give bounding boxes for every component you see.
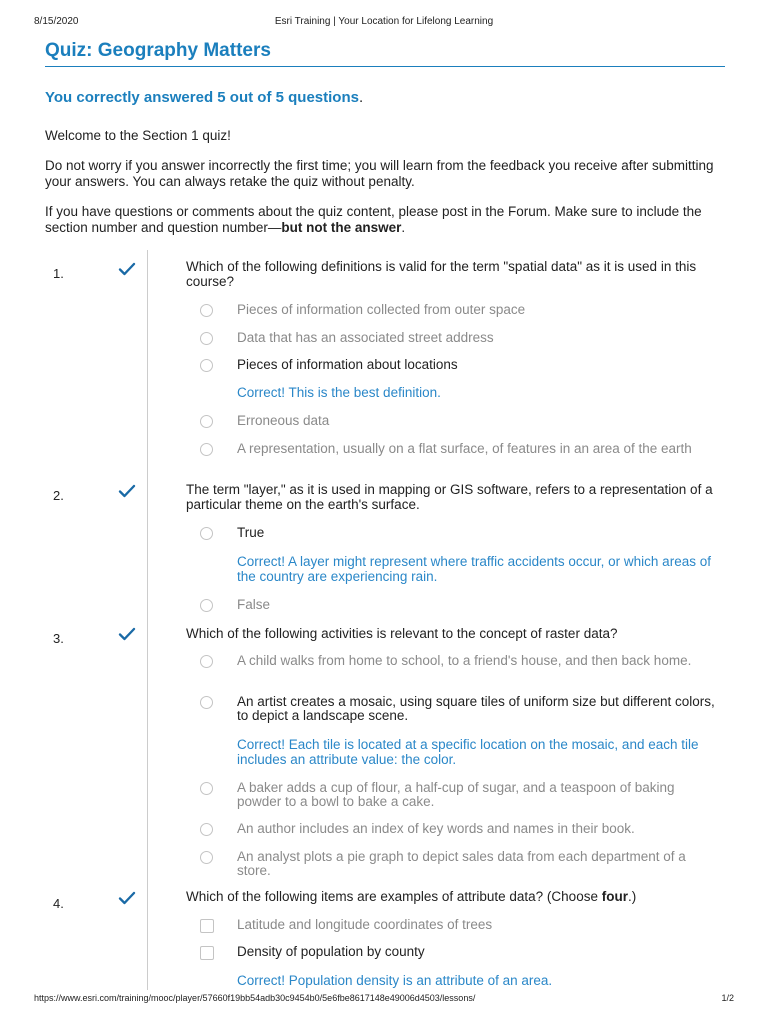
intro-forum-period: .: [401, 220, 406, 235]
answer-option-selected[interactable]: [200, 945, 720, 975]
answer-option[interactable]: [200, 414, 720, 444]
answer-option[interactable]: [200, 654, 720, 684]
answer-label: An analyst plots a pie graph to depict sales data from each department of a store.: [237, 849, 686, 878]
radio-button[interactable]: [200, 527, 213, 540]
checkbox[interactable]: [200, 919, 214, 933]
question-number: 2.: [53, 488, 64, 503]
answer-feedback: Correct! Population density is an attribute of an area.: [237, 973, 553, 988]
answer-option-selected[interactable]: [200, 358, 720, 388]
intro-forum-bold: but not the answer: [281, 220, 402, 235]
checkmark-icon: [118, 484, 136, 498]
radio-button[interactable]: [200, 332, 213, 345]
answer-option-selected[interactable]: [200, 695, 720, 725]
score-summary: [45, 89, 363, 106]
answer-option[interactable]: [200, 822, 720, 852]
radio-button[interactable]: [200, 696, 213, 709]
answer-option[interactable]: [200, 303, 720, 333]
print-url: https://www.esri.com/training/mooc/player/57660f19bb54adb30c9454b0/5e6fbe8617148e49006d4503/lessons/: [34, 993, 476, 1003]
answer-label: A baker adds a cup of flour, a half-cup of sugar, and a teaspoon of baking powder to a bowl to bake a cake.: [237, 780, 675, 809]
answer-label: Latitude and longitude coordinates of trees: [237, 917, 493, 932]
radio-button[interactable]: [200, 304, 213, 317]
answer-label: Pieces of information about locations: [237, 357, 458, 372]
score-period: .: [358, 89, 364, 106]
question-number: 3.: [53, 631, 64, 646]
question-text: Which of the following definitions is valid for the term "spatial data" as it is used in this course?: [186, 259, 697, 289]
radio-button[interactable]: [200, 823, 213, 836]
question-text: [186, 889, 726, 904]
intro-retake: Do not worry if you answer incorrectly the first time; you will learn from the feedback you receive after submitting your answers. You can always retake the quiz without penalty.: [45, 158, 714, 189]
print-footer: [34, 993, 734, 1007]
score-text: You correctly answered 5 out of 5 questions: [45, 89, 359, 106]
question-number: 1.: [53, 266, 64, 281]
answer-label: False: [237, 597, 271, 612]
question-text-start: Which of the following items are examples of attribute data? (Choose: [186, 889, 602, 904]
question-text-end: .): [627, 889, 637, 904]
answer-label: A representation, usually on a flat surface, of features in an area of the earth: [237, 441, 692, 456]
answer-label: An author includes an index of key words and names in their book.: [237, 821, 635, 836]
question-number: 4.: [53, 896, 64, 911]
radio-button[interactable]: [200, 415, 213, 428]
print-page-number: 1/2: [721, 993, 734, 1003]
print-page-title: Esri Training | Your Location for Lifelong Learning: [274, 16, 494, 27]
question-text-bold: four: [601, 889, 628, 904]
answer-label: True: [237, 525, 265, 540]
answer-option[interactable]: [200, 850, 720, 880]
answer-option[interactable]: [200, 781, 720, 811]
answer-label: Pieces of information collected from outer space: [237, 302, 526, 317]
answer-label: An artist creates a mosaic, using square tiles of uniform size but different colors, to depict a landscape scene.: [237, 694, 715, 723]
question-divider: [147, 250, 148, 990]
answer-option-selected[interactable]: [200, 526, 720, 556]
checkmark-icon: [118, 627, 136, 641]
answer-option[interactable]: [200, 598, 720, 628]
answer-feedback: Correct! A layer might represent where traffic accidents occur, or which areas of the country are experiencing rain.: [237, 554, 711, 584]
answer-label: Data that has an associated street address: [237, 330, 494, 345]
answer-label: Density of population by county: [237, 944, 425, 959]
radio-button[interactable]: [200, 599, 213, 612]
print-header: [34, 16, 734, 30]
checkmark-icon: [118, 262, 136, 276]
answer-feedback: Correct! Each tile is located at a specific location on the mosaic, and each tile includes an attribute value: the color.: [237, 737, 699, 767]
radio-button[interactable]: [200, 655, 213, 668]
checkmark-icon: [118, 891, 136, 905]
answer-label: Erroneous data: [237, 413, 330, 428]
question-text: Which of the following activities is relevant to the concept of raster data?: [186, 626, 618, 641]
intro-forum-text: If you have questions or comments about the quiz content, please post in the Forum. Make sure to include the section number and question number—: [45, 204, 702, 235]
radio-button[interactable]: [200, 359, 213, 372]
question-text: The term "layer," as it is used in mapping or GIS software, refers to a representation of a particular theme on the earth's surface.: [186, 482, 713, 512]
answer-feedback: Correct! This is the best definition.: [237, 385, 441, 400]
radio-button[interactable]: [200, 782, 213, 795]
intro-forum: [45, 204, 725, 236]
quiz-title: Quiz: Geography Matters: [45, 40, 725, 67]
radio-button[interactable]: [200, 851, 213, 864]
radio-button[interactable]: [200, 443, 213, 456]
checkbox[interactable]: [200, 946, 214, 960]
answer-label: A child walks from home to school, to a friend's house, and then back home.: [237, 653, 692, 668]
print-date: 8/15/2020: [34, 16, 79, 27]
intro-welcome: Welcome to the Section 1 quiz!: [45, 128, 231, 143]
answer-option[interactable]: [200, 442, 720, 472]
